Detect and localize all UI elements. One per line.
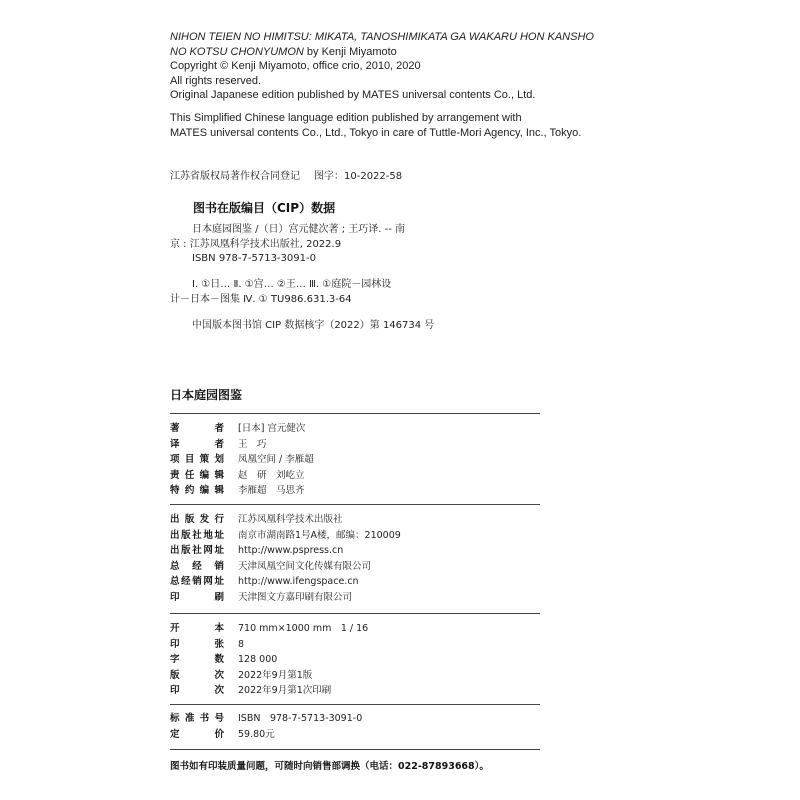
credits-section: [170, 421, 540, 499]
colophon-label: 开 本: [170, 623, 224, 634]
cip-record: [170, 223, 470, 267]
colophon-label: 印 张: [170, 638, 224, 650]
colophon-label: 定 价: [170, 728, 224, 740]
colophon-value: 凤凰空间 / 李雁超: [238, 454, 314, 465]
cip-line-6: 中国版本图书馆 CIP 数据核字（2022）第 146734 号: [192, 320, 435, 331]
cip-classification: [170, 278, 470, 307]
colophon-row: [170, 437, 540, 453]
colophon-value: 李雁超 马思齐: [238, 485, 305, 496]
cip-line-3: ISBN 978-7-5713-3091-0: [192, 253, 316, 264]
colophon-value: 南京市湖南路1号A楼，邮编：210009: [238, 529, 401, 541]
colophon-value: [日本] 宫元健次: [238, 423, 306, 434]
cip-line-1: 日本庭园图鉴 /（日）宫元健次著 ; 王巧译. -- 南: [192, 224, 406, 235]
colophon-label: 出 版 社 地 址: [170, 529, 224, 541]
simplified-chinese-edition-block: [170, 111, 581, 140]
colophon-value: 8: [238, 638, 245, 650]
specs-section: [170, 621, 540, 699]
colophon-label: 总 经 销: [170, 560, 224, 572]
colophon-label: 译 者: [170, 438, 224, 450]
quality-notice: 图书如有印装质量问题，可随时向销售部调换（电话：022-87893668）。: [170, 761, 489, 772]
colophon-row: [170, 559, 540, 575]
colophon-value: 59.80元: [238, 728, 275, 740]
registration-number: 图字：10-2022-58: [314, 171, 403, 182]
divider-line: [170, 704, 540, 705]
colophon-label: 项 目 策 划: [170, 454, 224, 465]
colophon-label: 版 次: [170, 669, 224, 681]
cip-line-2: 京 : 江苏凤凰科学技术出版社, 2022.9: [170, 238, 342, 250]
english-rights-block: [170, 30, 594, 103]
colophon-row: [170, 468, 540, 484]
colophon-value: 2022年9月第1版: [238, 669, 313, 681]
colophon-value: 天津凤凰空间文化传媒有限公司: [238, 560, 372, 572]
colophon-label: 特 约 编 辑: [170, 485, 224, 496]
original-title-line-2: [170, 45, 594, 60]
colophon-label: 印 次: [170, 685, 224, 696]
colophon-row: [170, 452, 540, 468]
divider-line: [170, 413, 540, 414]
colophon-label: 出 版 发 行: [170, 514, 224, 525]
colophon-row: [170, 543, 540, 559]
colophon-value: 天津图文方嘉印刷有限公司: [238, 591, 353, 603]
colophon-label: 标 准 书 号: [170, 713, 224, 724]
colophon-value: 赵 研 刘屹立: [238, 469, 305, 481]
colophon-value: http://www.ifengspace.cn: [238, 576, 359, 587]
colophon-row: [170, 590, 540, 606]
rights-reserved-line: All rights reserved.: [170, 74, 262, 87]
simplified-edition-line-1: This Simplified Chinese language edition published by arrangement with: [170, 112, 522, 124]
cip-heading: 图书在版编目（CIP）数据: [193, 201, 336, 215]
colophon-row: [170, 727, 540, 743]
colophon-row: [170, 668, 540, 684]
cip-line-5: 计－日本－图集 Ⅳ. ① TU986.631.3-64: [170, 293, 352, 305]
original-edition-line: Original Japanese edition published by MATES universal contents Co., Ltd.: [170, 89, 536, 101]
cip-line-4: Ⅰ. ①日… Ⅱ. ①宫… ②王… Ⅲ. ①庭院－园林设: [192, 279, 392, 290]
author-credit-en: by Kenji Miyamoto: [303, 45, 397, 58]
colophon-row: [170, 652, 540, 668]
colophon-row: [170, 574, 540, 590]
isbn-price-section: [170, 711, 540, 742]
colophon-row: [170, 528, 540, 544]
registration-label: 江苏省版权局著作权合同登记: [170, 171, 300, 182]
colophon-value: 710 mm×1000 mm 1 / 16: [238, 623, 369, 634]
colophon-label: 著 者: [170, 423, 224, 434]
colophon-row: [170, 637, 540, 653]
cip-verification: [170, 319, 470, 334]
copyright-line: Copyright © Kenji Miyamoto, office crio, 2010, 2020: [170, 60, 421, 72]
colophon-row: [170, 621, 540, 637]
divider-line: [170, 749, 540, 750]
colophon-row: [170, 483, 540, 499]
divider-line: [170, 613, 540, 614]
colophon-value: 2022年9月第1次印刷: [238, 685, 332, 696]
original-title-line-2-text: NO KOTSU CHONYUMON: [170, 45, 304, 58]
colophon-row: [170, 711, 540, 727]
colophon-row: [170, 683, 540, 699]
colophon-label: 责 任 编 辑: [170, 469, 224, 481]
colophon-value: http://www.pspress.cn: [238, 545, 344, 556]
colophon-label: 总 经 销 网 址: [170, 576, 224, 587]
colophon-value: 128 000: [238, 654, 278, 665]
colophon-label: 印 刷: [170, 591, 224, 603]
colophon-value: ISBN 978-7-5713-3091-0: [238, 713, 363, 724]
copyright-registration: [170, 167, 402, 182]
book-title: 日本庭园图鉴: [170, 388, 243, 402]
colophon-row: [170, 421, 540, 437]
original-title-line-1: NIHON TEIEN NO HIMITSU: MIKATA, TANOSHIMIKATA GA WAKARU HON KANSHO: [170, 31, 594, 43]
simplified-edition-line-2: MATES universal contents Co., Ltd., Tokyo in care of Tuttle-Mori Agency, Inc., Tokyo.: [170, 126, 582, 139]
divider-line: [170, 504, 540, 505]
publisher-section: [170, 512, 540, 605]
colophon-value: 王 巧: [238, 438, 267, 450]
colophon-value: 江苏凤凰科学技术出版社: [238, 514, 343, 525]
colophon-label: 出 版 社 网 址: [170, 545, 224, 556]
colophon-row: [170, 512, 540, 528]
colophon-label: 字 数: [170, 654, 224, 665]
